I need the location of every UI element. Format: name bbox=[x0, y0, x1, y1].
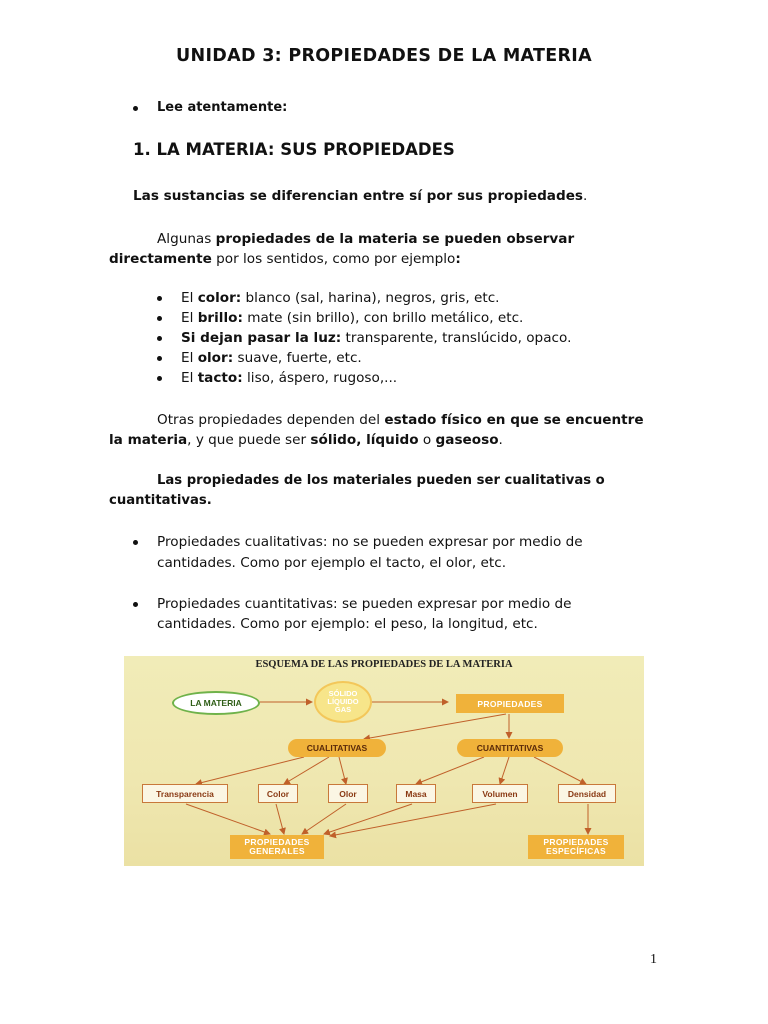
node-cualitativas: CUALITATIVAS bbox=[288, 739, 386, 757]
paragraph-3-line-2: cuantitativas. bbox=[109, 493, 212, 508]
arrow-cualitativas-olor bbox=[339, 757, 346, 784]
node-olor: Olor bbox=[328, 784, 368, 803]
arrow-cuantitativas-volumen bbox=[500, 757, 509, 784]
paragraph-2-line-1: Otras propiedades dependen del estado físico en que se encuentre bbox=[157, 412, 644, 428]
arrow-cualitativas-transparencia bbox=[196, 757, 304, 784]
node-masa: Masa bbox=[396, 784, 436, 803]
arrow-cuantitativas-densidad bbox=[534, 757, 586, 784]
paragraph-2-line-2: la materia, y que puede ser sólido, líquido o gaseoso. bbox=[109, 432, 503, 448]
node-la-materia: LA MATERIA bbox=[172, 691, 260, 715]
node-propiedades-especificas: PROPIEDADES ESPECÍFICAS bbox=[528, 835, 624, 859]
list-item: El tacto: liso, áspero, rugoso,... bbox=[181, 370, 398, 386]
arrow-color-generales bbox=[276, 804, 284, 834]
qualitative-item-line-1: Propiedades cualitativas: no se pueden expresar por medio de bbox=[157, 534, 583, 550]
node-propiedades: PROPIEDADES bbox=[456, 694, 564, 713]
arrow-volumen-generales bbox=[330, 804, 496, 836]
list-item: El olor: suave, fuerte, etc. bbox=[181, 350, 362, 366]
read-carefully-instruction: Lee atentamente: bbox=[157, 98, 287, 118]
arrow-masa-generales bbox=[324, 804, 412, 834]
scheme-title: ESQUEMA DE LAS PROPIEDADES DE LA MATERIA bbox=[255, 659, 513, 670]
arrow-transparencia-generales bbox=[186, 804, 270, 834]
node-propiedades-generales: PROPIEDADES GENERALES bbox=[230, 835, 324, 859]
node-densidad: Densidad bbox=[558, 784, 616, 803]
document-title: UNIDAD 3: PROPIEDADES DE LA MATERIA bbox=[176, 46, 592, 66]
arrow-cualitativas-color bbox=[284, 757, 329, 784]
list-item: El brillo: mate (sin brillo), con brillo metálico, etc. bbox=[181, 310, 524, 326]
arrow-cuantitativas-masa bbox=[416, 757, 484, 784]
arrow-olor-generales bbox=[302, 804, 346, 834]
section-title: LA MATERIA: SUS PROPIEDADES bbox=[156, 140, 455, 159]
page-number: 1 bbox=[650, 952, 657, 967]
node-color: Color bbox=[258, 784, 298, 803]
arrow-propiedades-cualitativas bbox=[364, 714, 506, 739]
list-item: Si dejan pasar la luz: transparente, translúcido, opaco. bbox=[181, 330, 572, 346]
node-cuantitativas: CUANTITATIVAS bbox=[457, 739, 563, 757]
section-heading: 1. LA MATERIA: SUS PROPIEDADES bbox=[133, 140, 455, 159]
list-item: El color: blanco (sal, harina), negros, gris, etc. bbox=[181, 290, 500, 306]
node-volumen: Volumen bbox=[472, 784, 528, 803]
properties-scheme-diagram bbox=[124, 656, 644, 866]
intro-sentence: Las sustancias se diferencian entre sí por sus propiedades. bbox=[133, 188, 588, 204]
intro-bold: Las sustancias se diferencian entre sí por sus propiedades bbox=[133, 188, 584, 204]
paragraph-1-line-2: directamente por los sentidos, como por ejemplo: bbox=[109, 251, 461, 267]
quantitative-item-line-1: Propiedades cuantitativas: se pueden expresar por medio de bbox=[157, 596, 572, 612]
paragraph-3-line-1: Las propiedades de los materiales pueden ser cualitativas o bbox=[157, 473, 605, 488]
quantitative-item-line-2: cantidades. Como por ejemplo: el peso, la longitud, etc. bbox=[157, 616, 538, 632]
paragraph-1-line-1: Algunas propiedades de la materia se pueden observar bbox=[157, 231, 575, 247]
node-estados: SÓLIDO LÍQUIDO GAS bbox=[314, 681, 372, 723]
section-number: 1 bbox=[133, 140, 145, 159]
node-transparencia: Transparencia bbox=[142, 784, 228, 803]
qualitative-item-line-2: cantidades. Como por ejemplo el tacto, el olor, etc. bbox=[157, 555, 507, 571]
